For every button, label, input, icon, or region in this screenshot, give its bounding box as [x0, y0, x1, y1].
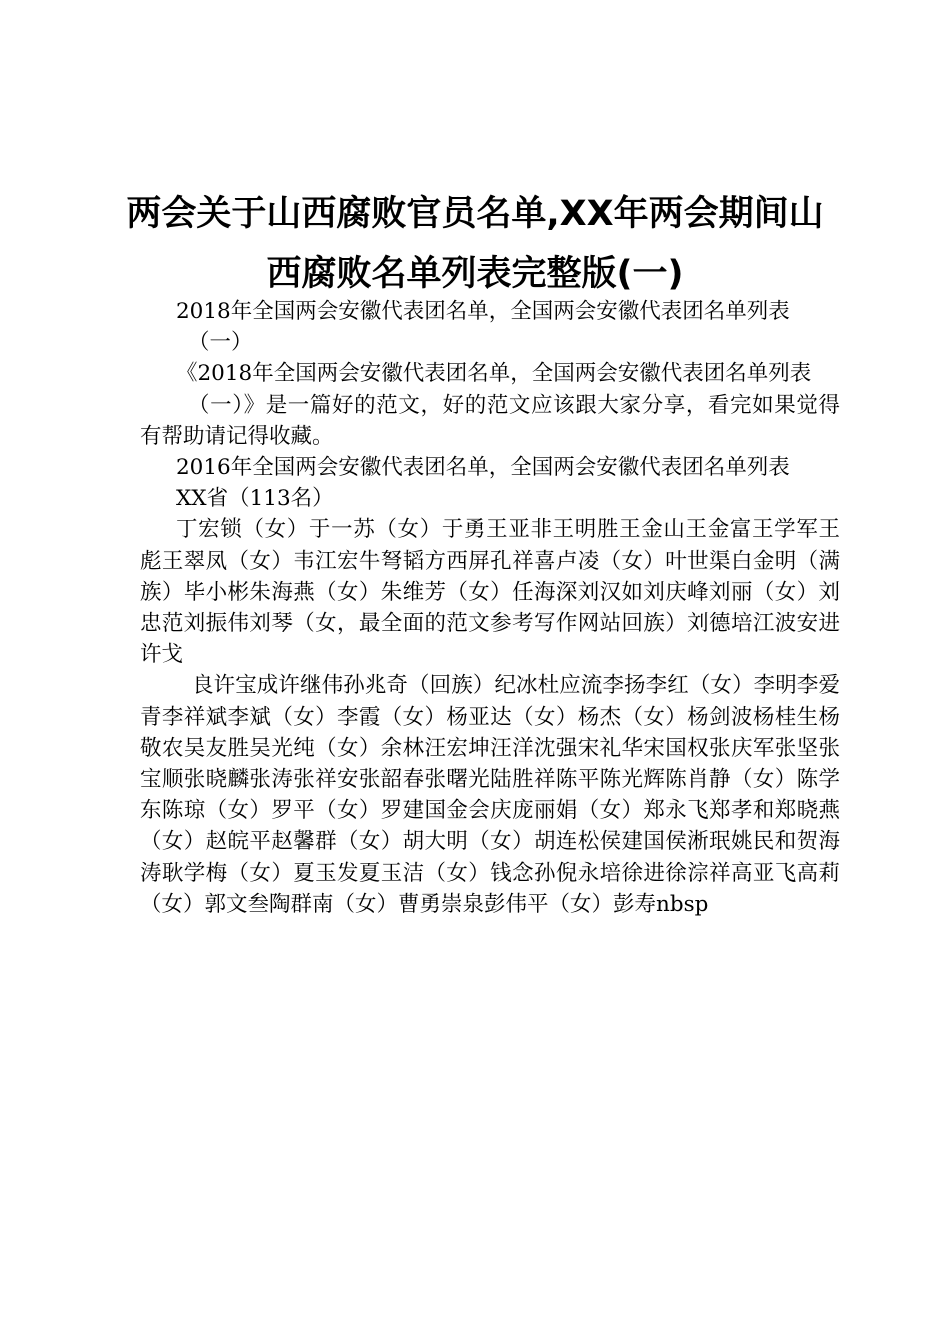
- paragraph-name-list-2: 良许宝成许继伟孙兆奇（回族）纪冰杜应流李扬李红（女）李明李爱青李祥斌李斌（女）李霞（女）杨亚达（女）杨杰（女）杨剑波杨桂生杨敬农吴友胜吴光纯（女）余林汪宏坤汪洋沈强宋礼华宋国权张庆军张坚张宝顺张晓麟张涛张祥安张韶春张曙光陆胜祥陈平陈光辉陈肖静（女）陈学东陈琼（女）罗平（女）罗建国金会庆庞丽娟（女）郑永飞郑孝和郑晓燕（女）赵皖平赵馨群（女）胡大明（女）胡连松侯建国侯淅珉姚民和贺海涛耿学梅（女）夏玉发夏玉洁（女）钱念孙倪永培徐进徐淙祥高亚飞高莉（女）郭文叁陶群南（女）曹勇崇泉彭伟平（女）彭寿nbsp: [140, 673, 840, 917]
- title-line-1: 两会关于山西腐败官员名单,XX年两会期间山: [126, 194, 824, 234]
- paragraph-name-list-1: 丁宏锁（女）于一苏（女）于勇王亚非王明胜王金山王金富王学军王彪王翠凤（女）韦江宏牛弩韬方西屏孔祥喜卢凌（女）叶世渠白金明（满族）毕小彬朱海燕（女）朱维芳（女）任海深刘汉如刘庆峰刘丽（女）刘忠范刘振伟刘琴（女，最全面的范文参考写作网站回族）刘德培江波安进许戈: [140, 517, 840, 668]
- paragraph-share-note: （一）》是一篇好的范文，好的范文应该跟大家分享，看完如果觉得有帮助请记得收藏。: [140, 392, 840, 449]
- title-line-2: 西腐败名单列表完整版(一): [266, 254, 684, 294]
- paragraph-part-one: （一）: [188, 330, 253, 356]
- paragraph-2016-title: 2016年全国两会安徽代表团名单，全国两会安徽代表团名单列表: [176, 455, 790, 481]
- document-body: [140, 296, 840, 920]
- paragraph-province-count: XX省（113名）: [176, 486, 334, 512]
- document-title: [110, 184, 840, 304]
- paragraph-quote-title: 《2018年全国两会安徽代表团名单，全国两会安徽代表团名单列表: [176, 361, 812, 387]
- paragraph-intro: 2018年全国两会安徽代表团名单，全国两会安徽代表团名单列表: [176, 299, 790, 324]
